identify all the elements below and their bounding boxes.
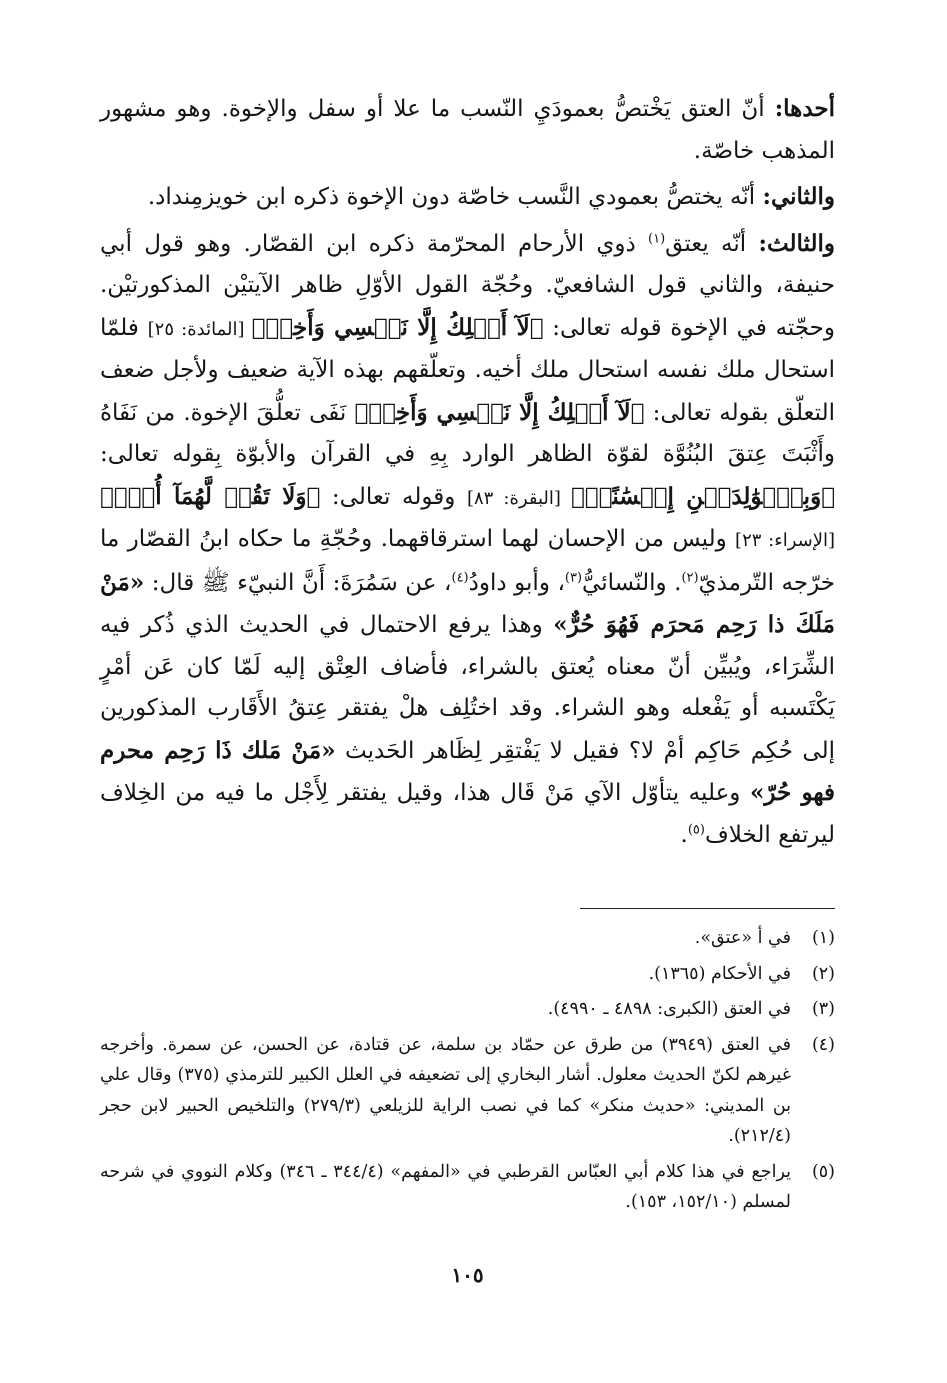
paragraph-third-opinion (100, 223, 835, 857)
footnote-number: (٥) (811, 1161, 835, 1182)
quran-verse: ﴿وَلَا تَقُلۡ لَّهُمَآ أُفّٖ﴾ (100, 482, 321, 510)
footnote-text: في أ «عتق». (694, 928, 791, 948)
paragraph-text: . والنّسائيُّ (582, 569, 682, 596)
footnote-text: يراجع في هذا كلام أبي العبّاس القرطبي في «المفهم» (٣٤٤/٤ ـ ٣٤٦) وكلام النووي في شرحه لمسلم (١٥٢/١٠، ١٥٣). (100, 1161, 791, 1212)
footnote-marker[interactable]: (٢) (681, 569, 699, 585)
hadith-quote: «مَنْ مَلَكَ ذا رَحِم مَحرَم فَهُوَ حُرٌّ» (100, 568, 835, 638)
footnote-number: (٢) (811, 963, 835, 984)
paragraph-text: أنّه يختصُّ بعمودي النَّسب خاصّة دون الإخوة ذكره ابن خويزمِنداد. (147, 184, 763, 210)
footnote-item (100, 959, 835, 990)
footnote-text: في الأحكام (١٣٦٥). (648, 963, 791, 984)
paragraph-lead: أحدها: (774, 95, 835, 122)
footnote-separator (580, 908, 835, 909)
footnotes (100, 923, 835, 1218)
paragraph-text: نَفَى تعلُّقَ الإخوة. من نَفَاهُ وأَثْبَتَ عِتقَ البُنُوَّة لقوّة الظاهر الوارد بِهِ في القرآن والأبوّة بِقوله تعالى: (100, 399, 835, 467)
footnote-item (100, 994, 835, 1025)
paragraph-text: وليس من الإحسان لهما استرقاقهما. وحُجّةِ ما حكاه ابنُ القصّار ما خرّجه التّرمذيّ (100, 526, 835, 596)
paragraph-text: وعليه يتأوّل الآي مَنْ قَال هذا، وقيل يفتقر لِأَجْل ما فيه من الخِلاف ليرتفع الخلاف (100, 780, 835, 848)
paragraph-lead: والثالث: (758, 229, 835, 257)
footnote-number: (٣) (811, 999, 835, 1019)
footnote-text: في العتق (الكبرى: ٤٨٩٨ ـ ٤٩٩٠). (547, 999, 791, 1019)
verse-reference: [البقرة: ٨٣] (466, 487, 571, 509)
hadith-quote: «مَنْ مَلك ذَا رَحِم محرم فهو حُرّ» (100, 736, 835, 806)
paragraph-first-opinion (100, 88, 835, 172)
paragraph-text: فلمّا استحال ملك نفسه استحال ملك أخيه. وتعلّقهم بهذه الآية ضعيف ولأجل ضعف التعلّق بقوله تعالى: (100, 314, 835, 426)
book-page (100, 88, 835, 1348)
footnote-marker[interactable]: (١) (648, 230, 666, 246)
paragraph-text: ذوي الأرحام المحرّمة ذكره ابن القصّار. وهو قول أبي حنيفة، والثاني قول الشافعيّ. وحُجّة القول الأوّلِ ظاهر الآيتيْن المذكورتيْن. وحجّته في الإخوة قوله تعالى: (100, 230, 836, 341)
paragraph-text: وهذا يرفع الاحتمال في الحديث الذي ذُكر فيه الشِّرَاء، ويُبيِّن أنّ معناه يُعتق بالشراء، فأضاف العِتْق إليه لَمّا كان عَن أمْرٍ يَكْتَسبه أو يَفْعله وهو الشراء. وقد اختُلِف هلْ يفتقر عِتقُ الأَقَارب المذكورين إلى حُكِم حَاكِم أمْ لا؟ فقيل لا يَفْتقِر لِظَاهر الحَديث (100, 612, 835, 764)
paragraph-text: أنّه يعتق (665, 230, 759, 257)
footnote-text: في العتق (٣٩٤٩) من طرق عن حمّاد بن سلمة، عن قتادة، عن الحسن، عن سمرة. وأخرجه غيرهم لكنّ الحديث معلول. أشار البخاري إلى تضعيفه في العلل الكبير للترمذي (٣٧٥) وقال علي بن المديني: «حديث منكر» كما في نصب الراية للزيلعي (٢٧٩/٣) والتلخيص الحبير لابن حجر (٢١٢/٤). (100, 1034, 792, 1146)
quran-verse: ﴿لَآ أَمۡلِكُ إِلَّا نَفۡسِي وَأَخِيۖ﴾ (251, 313, 544, 341)
quran-verse: ﴿وَبِٱلۡوَٰلِدَيۡنِ إِحۡسَٰنًاۚ﴾ (570, 482, 835, 510)
paragraph-lead: والثاني: (762, 183, 835, 210)
verse-reference: [المائدة: ٢٥] (147, 318, 252, 340)
main-text (100, 88, 835, 856)
footnote-item (100, 1030, 835, 1152)
footnote-item (100, 1157, 835, 1218)
paragraph-text: أنّ العتق يَخْتصُّ بعمودَيِ النّسب ما علا أو سفل والإخوة. وهو مشهور المذهب خاصّة. (100, 96, 835, 164)
paragraph-second-opinion (100, 176, 835, 219)
footnote-number: (١) (811, 928, 835, 948)
paragraph-text: ، وأبو داودُ (468, 569, 565, 596)
footnote-number: (٤) (811, 1034, 835, 1055)
paragraph-text: ، عن سَمُرَةَ: أَنَّ النبيّء ﷺ قال: (144, 569, 452, 596)
verse-reference: [الإسراء: ٢٣] (735, 530, 836, 551)
quran-verse: ﴿لَآ أَمۡلِكُ إِلَّا نَفۡسِي وَأَخِيۖ﴾ (354, 398, 645, 426)
footnote-marker[interactable]: (٣) (564, 569, 583, 585)
page-number: ١٠٥ (451, 1263, 484, 1287)
footnote-item (100, 923, 835, 954)
footnote-marker[interactable]: (٤) (451, 569, 469, 585)
paragraph-text: . (680, 821, 688, 848)
footnote-marker[interactable]: (٥) (687, 821, 705, 837)
paragraph-text: وقوله تعالى: (320, 483, 467, 510)
